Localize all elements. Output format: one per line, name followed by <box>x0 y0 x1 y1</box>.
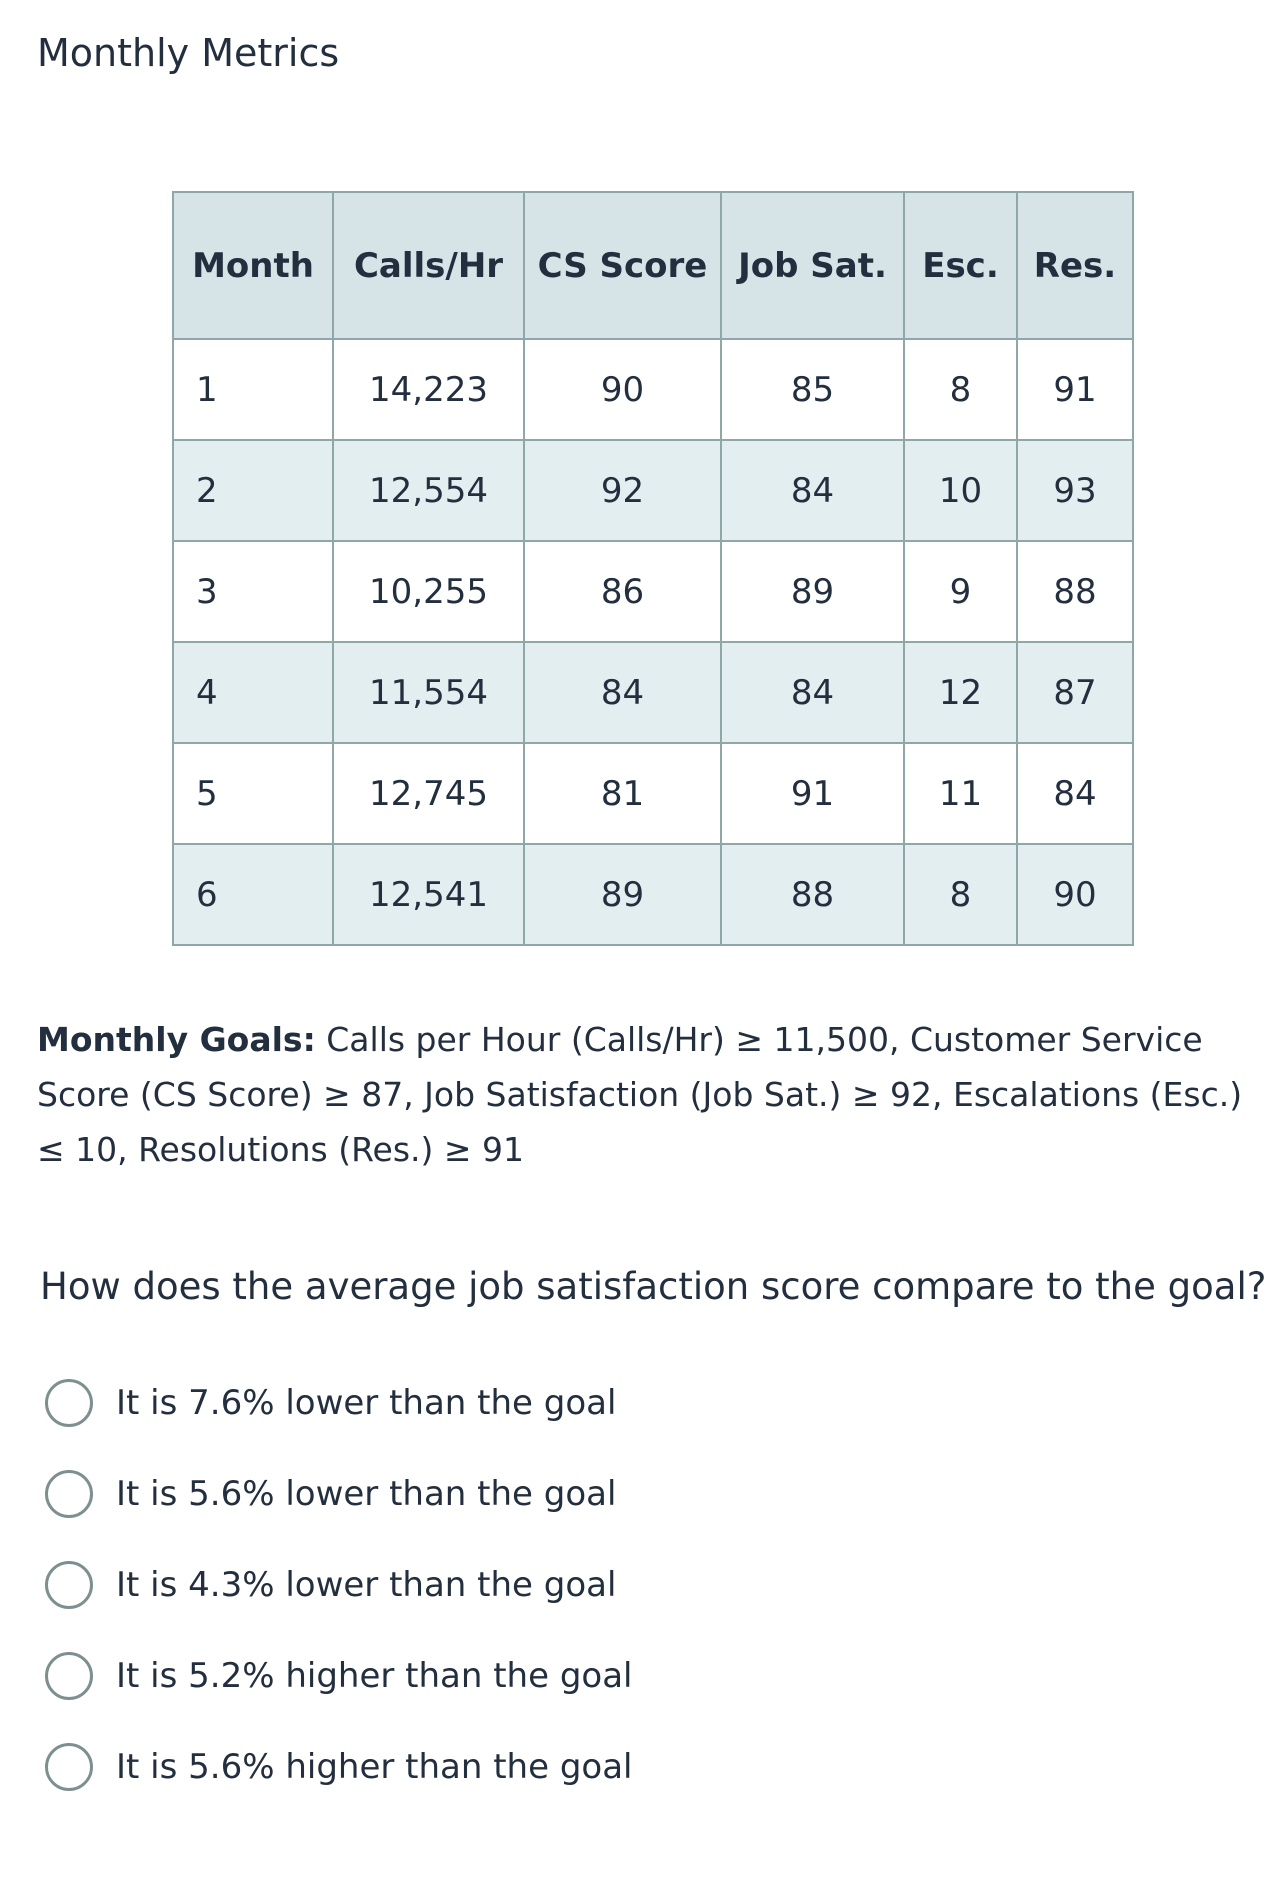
answer-option-label[interactable]: It is 4.3% lower than the goal <box>116 1564 617 1605</box>
answer-option[interactable] <box>45 1448 633 1539</box>
cell-cs-score: 92 <box>524 440 721 541</box>
cell-escalations: 11 <box>904 743 1017 844</box>
page-title: Monthly Metrics <box>37 31 340 75</box>
cell-calls-per-hour: 14,223 <box>333 339 524 440</box>
cell-job-satisfaction: 88 <box>721 844 904 945</box>
answer-option[interactable] <box>45 1721 633 1812</box>
table-row <box>173 339 1133 440</box>
cell-cs-score: 90 <box>524 339 721 440</box>
table-row <box>173 440 1133 541</box>
cell-month: 5 <box>173 743 333 844</box>
cell-cs-score: 89 <box>524 844 721 945</box>
cell-resolutions: 84 <box>1017 743 1133 844</box>
monthly-goals <box>37 1012 1247 1177</box>
cell-job-satisfaction: 84 <box>721 642 904 743</box>
answer-option-label[interactable]: It is 7.6% lower than the goal <box>116 1382 617 1423</box>
radio-button[interactable] <box>45 1470 93 1518</box>
cell-month: 1 <box>173 339 333 440</box>
answer-option-label[interactable]: It is 5.2% higher than the goal <box>116 1655 633 1696</box>
radio-button[interactable] <box>45 1561 93 1609</box>
header-escalations: Esc. <box>904 192 1017 339</box>
metrics-table <box>172 191 1134 946</box>
cell-escalations: 9 <box>904 541 1017 642</box>
header-resolutions: Res. <box>1017 192 1133 339</box>
cell-calls-per-hour: 12,554 <box>333 440 524 541</box>
answer-option[interactable] <box>45 1630 633 1721</box>
cell-resolutions: 93 <box>1017 440 1133 541</box>
cell-calls-per-hour: 10,255 <box>333 541 524 642</box>
cell-resolutions: 87 <box>1017 642 1133 743</box>
monthly-goals-label: Monthly Goals: <box>37 1020 316 1059</box>
cell-escalations: 12 <box>904 642 1017 743</box>
cell-job-satisfaction: 85 <box>721 339 904 440</box>
header-job-satisfaction: Job Sat. <box>721 192 904 339</box>
monthly-goals-text: Calls per Hour (Calls/Hr) ≥ 11,500, Customer Service Score (CS Score) ≥ 87, Job Satisfaction (Job Sat.) ≥ 92, Escalations (Esc.) ≤ 10, Resolutions (Res.) ≥ 91 <box>37 1020 1243 1169</box>
cell-month: 4 <box>173 642 333 743</box>
cell-calls-per-hour: 12,745 <box>333 743 524 844</box>
table-row <box>173 743 1133 844</box>
radio-button[interactable] <box>45 1743 93 1791</box>
header-cs-score: CS Score <box>524 192 721 339</box>
answer-option-label[interactable]: It is 5.6% higher than the goal <box>116 1746 633 1787</box>
answer-options <box>45 1357 633 1812</box>
cell-calls-per-hour: 11,554 <box>333 642 524 743</box>
answer-option-label[interactable]: It is 5.6% lower than the goal <box>116 1473 617 1514</box>
radio-button[interactable] <box>45 1652 93 1700</box>
table-row <box>173 541 1133 642</box>
answer-option[interactable] <box>45 1357 633 1448</box>
answer-option[interactable] <box>45 1539 633 1630</box>
radio-button[interactable] <box>45 1379 93 1427</box>
table-row <box>173 642 1133 743</box>
cell-job-satisfaction: 89 <box>721 541 904 642</box>
cell-resolutions: 90 <box>1017 844 1133 945</box>
cell-cs-score: 86 <box>524 541 721 642</box>
cell-cs-score: 81 <box>524 743 721 844</box>
cell-job-satisfaction: 84 <box>721 440 904 541</box>
question-text: How does the average job satisfaction score compare to the goal? <box>40 1265 1267 1308</box>
table-row <box>173 844 1133 945</box>
cell-job-satisfaction: 91 <box>721 743 904 844</box>
cell-resolutions: 91 <box>1017 339 1133 440</box>
cell-calls-per-hour: 12,541 <box>333 844 524 945</box>
cell-cs-score: 84 <box>524 642 721 743</box>
cell-month: 6 <box>173 844 333 945</box>
cell-resolutions: 88 <box>1017 541 1133 642</box>
cell-month: 3 <box>173 541 333 642</box>
cell-month: 2 <box>173 440 333 541</box>
cell-escalations: 8 <box>904 339 1017 440</box>
header-calls-per-hour: Calls/Hr <box>333 192 524 339</box>
table-header-row <box>173 192 1133 339</box>
cell-escalations: 8 <box>904 844 1017 945</box>
header-month: Month <box>173 192 333 339</box>
cell-escalations: 10 <box>904 440 1017 541</box>
